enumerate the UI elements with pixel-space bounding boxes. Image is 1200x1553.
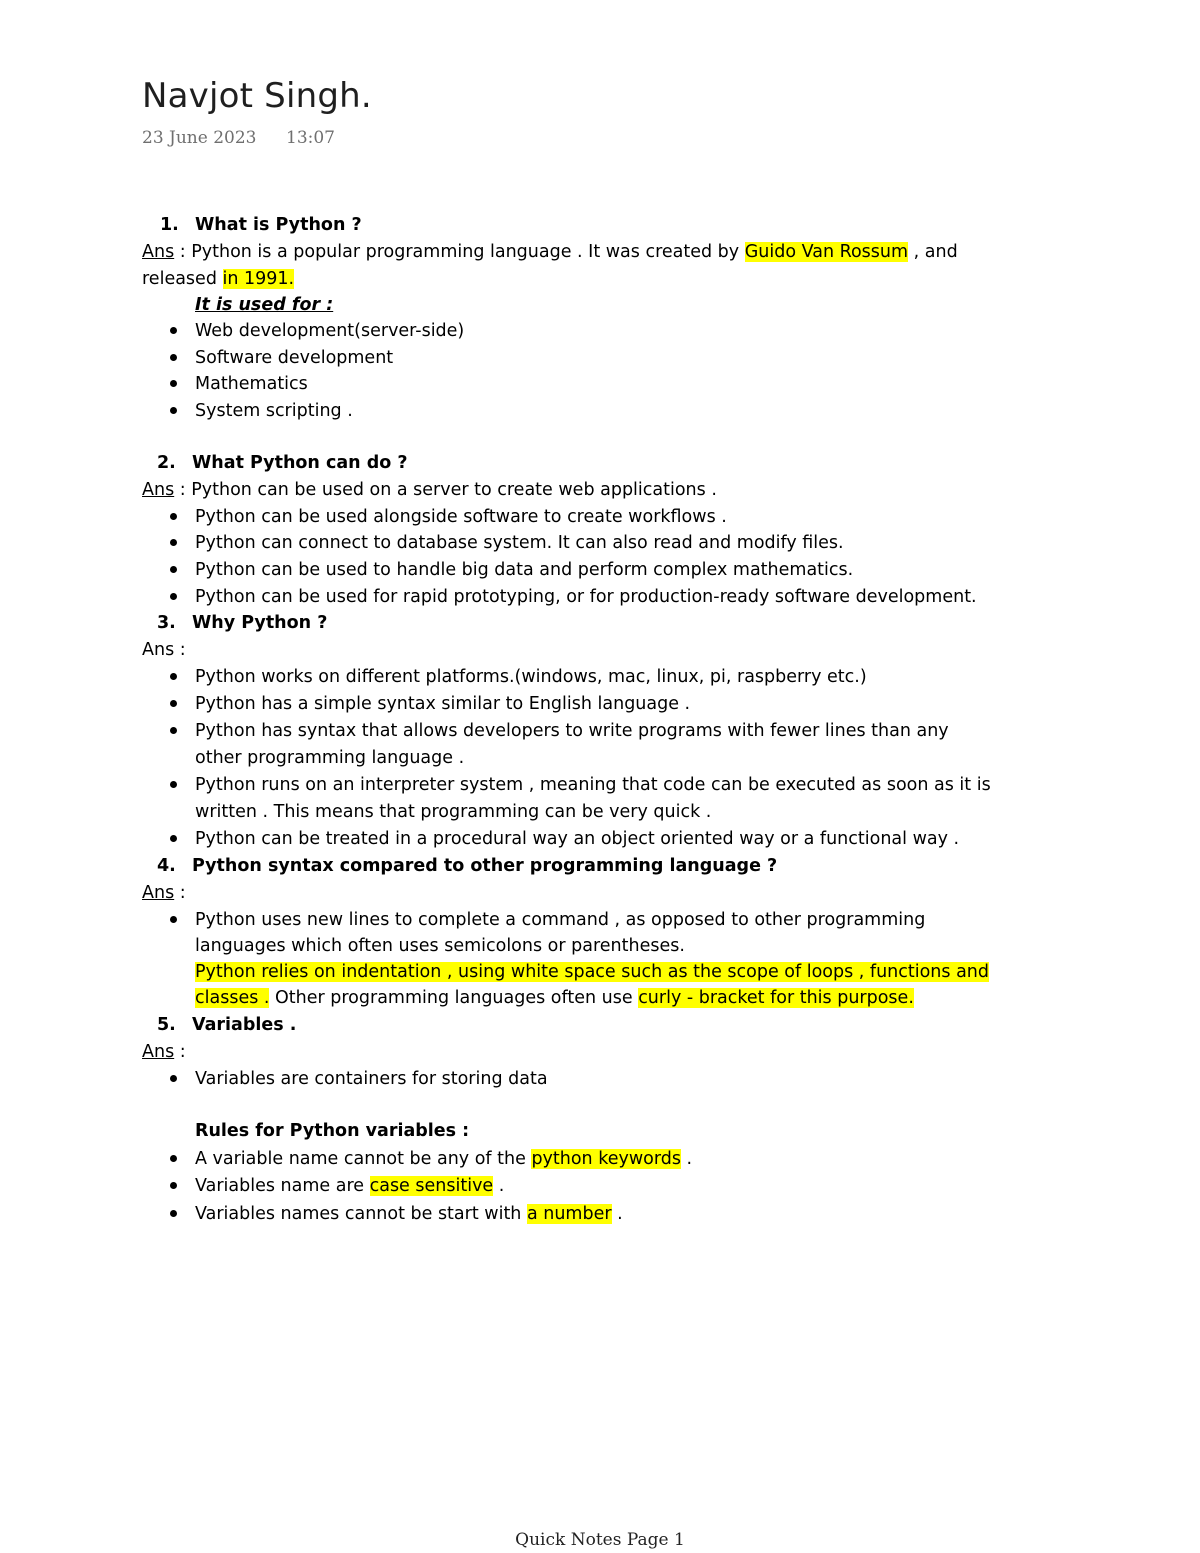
q1-bullet-4: System scripting . bbox=[195, 401, 353, 421]
q5-ans bbox=[142, 1039, 186, 1065]
q1-ans-text-c: released bbox=[142, 269, 223, 289]
q5-rule-1-text: A variable name cannot be any of the bbox=[195, 1149, 532, 1169]
q2-answer bbox=[142, 477, 717, 503]
bullet-dot bbox=[170, 539, 177, 546]
q2-question: What Python can do ? bbox=[192, 453, 408, 473]
q5-question: Variables . bbox=[192, 1015, 297, 1035]
q4-line-3 bbox=[195, 959, 989, 985]
q5-rule-1 bbox=[195, 1146, 692, 1172]
q4-ans-label: Ans bbox=[142, 883, 175, 903]
page-footer: Quick Notes Page 1 bbox=[515, 1530, 685, 1550]
q5-rule-2-highlight: case sensitive bbox=[369, 1176, 494, 1196]
q3-ans-label: Ans : bbox=[142, 640, 186, 660]
bullet-dot bbox=[170, 1155, 177, 1162]
q3-number: 3. bbox=[157, 613, 176, 633]
q3-bullet-2: Python has a simple syntax similar to English language . bbox=[195, 694, 691, 714]
q1-used-for-heading: It is used for : bbox=[195, 295, 334, 315]
q5-rule-3 bbox=[195, 1201, 623, 1227]
bullet-dot bbox=[170, 1210, 177, 1217]
q2-bullet-3: Python can be used to handle big data and perform complex mathematics. bbox=[195, 560, 854, 580]
q5-rule-2 bbox=[195, 1173, 504, 1199]
bullet-dot bbox=[170, 700, 177, 707]
q3-bullet-5: Python can be treated in a procedural way an object oriented way or a functional way . bbox=[195, 829, 960, 849]
bullet-dot bbox=[170, 566, 177, 573]
q2-ans-label: Ans bbox=[142, 480, 175, 500]
q4-question: Python syntax compared to other programming language ? bbox=[192, 856, 778, 876]
q2-bullet-1: Python can be used alongside software to create workflows . bbox=[195, 507, 727, 527]
q5-rule-3-highlight: a number bbox=[526, 1204, 612, 1224]
q1-ans-text-a: : Python is a popular programming language . It was created by bbox=[174, 242, 745, 262]
q5-rule-3-end: . bbox=[611, 1204, 623, 1224]
q2-ans-text: : Python can be used on a server to create web applications . bbox=[174, 480, 717, 500]
q2-bullet-2: Python can connect to database system. It can also read and modify files. bbox=[195, 533, 844, 553]
q5-bullet-1: Variables are containers for storing data bbox=[195, 1069, 548, 1089]
q2-number: 2. bbox=[157, 453, 176, 473]
q4-highlight-curly: curly - bracket for this purpose. bbox=[638, 988, 914, 1008]
q1-bullet-1: Web development(server-side) bbox=[195, 321, 465, 341]
q5-rule-1-highlight: python keywords bbox=[531, 1149, 681, 1169]
q3-bullet-3-cont: other programming language . bbox=[195, 748, 465, 768]
q5-number: 5. bbox=[157, 1015, 176, 1035]
q5-rules-heading: Rules for Python variables : bbox=[195, 1121, 470, 1141]
q4-ans-suffix: : bbox=[174, 883, 186, 903]
q4-highlight-indentation: Python relies on indentation , using white space such as the scope of loops , functions and bbox=[195, 962, 990, 982]
bullet-dot bbox=[170, 380, 177, 387]
page-title: Navjot Singh. bbox=[142, 76, 372, 116]
q4-line-4 bbox=[195, 985, 914, 1011]
q3-bullet-1: Python works on different platforms.(windows, mac, linux, pi, raspberry etc.) bbox=[195, 667, 867, 687]
q1-bullet-2: Software development bbox=[195, 348, 394, 368]
q3-bullet-3: Python has syntax that allows developers to write programs with fewer lines than any bbox=[195, 721, 949, 741]
q1-question: What is Python ? bbox=[195, 215, 362, 235]
q5-rule-2-text: Variables name are bbox=[195, 1176, 370, 1196]
q4-number: 4. bbox=[157, 856, 176, 876]
q4-line-1: Python uses new lines to complete a command , as opposed to other programming bbox=[195, 910, 926, 930]
bullet-dot bbox=[170, 673, 177, 680]
bullet-dot bbox=[170, 513, 177, 520]
q5-ans-label: Ans bbox=[142, 1042, 175, 1062]
q1-number: 1. bbox=[160, 215, 179, 235]
q5-rule-3-text: Variables names cannot be start with bbox=[195, 1204, 527, 1224]
q1-answer-line1 bbox=[142, 239, 958, 265]
bullet-dot bbox=[170, 916, 177, 923]
q3-bullet-4-cont: written . This means that programming can be very quick . bbox=[195, 802, 712, 822]
bullet-dot bbox=[170, 354, 177, 361]
bullet-dot bbox=[170, 1075, 177, 1082]
q5-rule-1-end: . bbox=[680, 1149, 693, 1169]
bullet-dot bbox=[170, 327, 177, 334]
note-date: 23 June 2023 bbox=[142, 128, 257, 148]
q4-line-2: languages which often uses semicolons or parentheses. bbox=[195, 936, 685, 956]
bullet-dot bbox=[170, 407, 177, 414]
q3-bullet-4: Python runs on an interpreter system , meaning that code can be executed as soon as it is bbox=[195, 775, 991, 795]
bullet-dot bbox=[170, 593, 177, 600]
q1-ans-highlight-year: in 1991. bbox=[222, 269, 295, 289]
q1-ans-text-b: , and bbox=[908, 242, 958, 262]
q5-rule-2-end: . bbox=[493, 1176, 505, 1196]
bullet-dot bbox=[170, 727, 177, 734]
bullet-dot bbox=[170, 781, 177, 788]
q4-highlight-classes: classes . bbox=[195, 988, 270, 1008]
q3-question: Why Python ? bbox=[192, 613, 328, 633]
q1-answer-line2 bbox=[142, 266, 294, 292]
q1-ans-label: Ans bbox=[142, 242, 175, 262]
q1-bullet-3: Mathematics bbox=[195, 374, 308, 394]
q5-ans-suffix: : bbox=[174, 1042, 186, 1062]
bullet-dot bbox=[170, 835, 177, 842]
q1-ans-highlight-creator: Guido Van Rossum bbox=[744, 242, 909, 262]
q4-ans bbox=[142, 880, 186, 906]
q2-bullet-4: Python can be used for rapid prototyping, or for production-ready software development. bbox=[195, 587, 977, 607]
bullet-dot bbox=[170, 1182, 177, 1189]
q4-line-4-text: Other programming languages often use bbox=[269, 988, 639, 1008]
note-time: 13:07 bbox=[286, 128, 335, 148]
